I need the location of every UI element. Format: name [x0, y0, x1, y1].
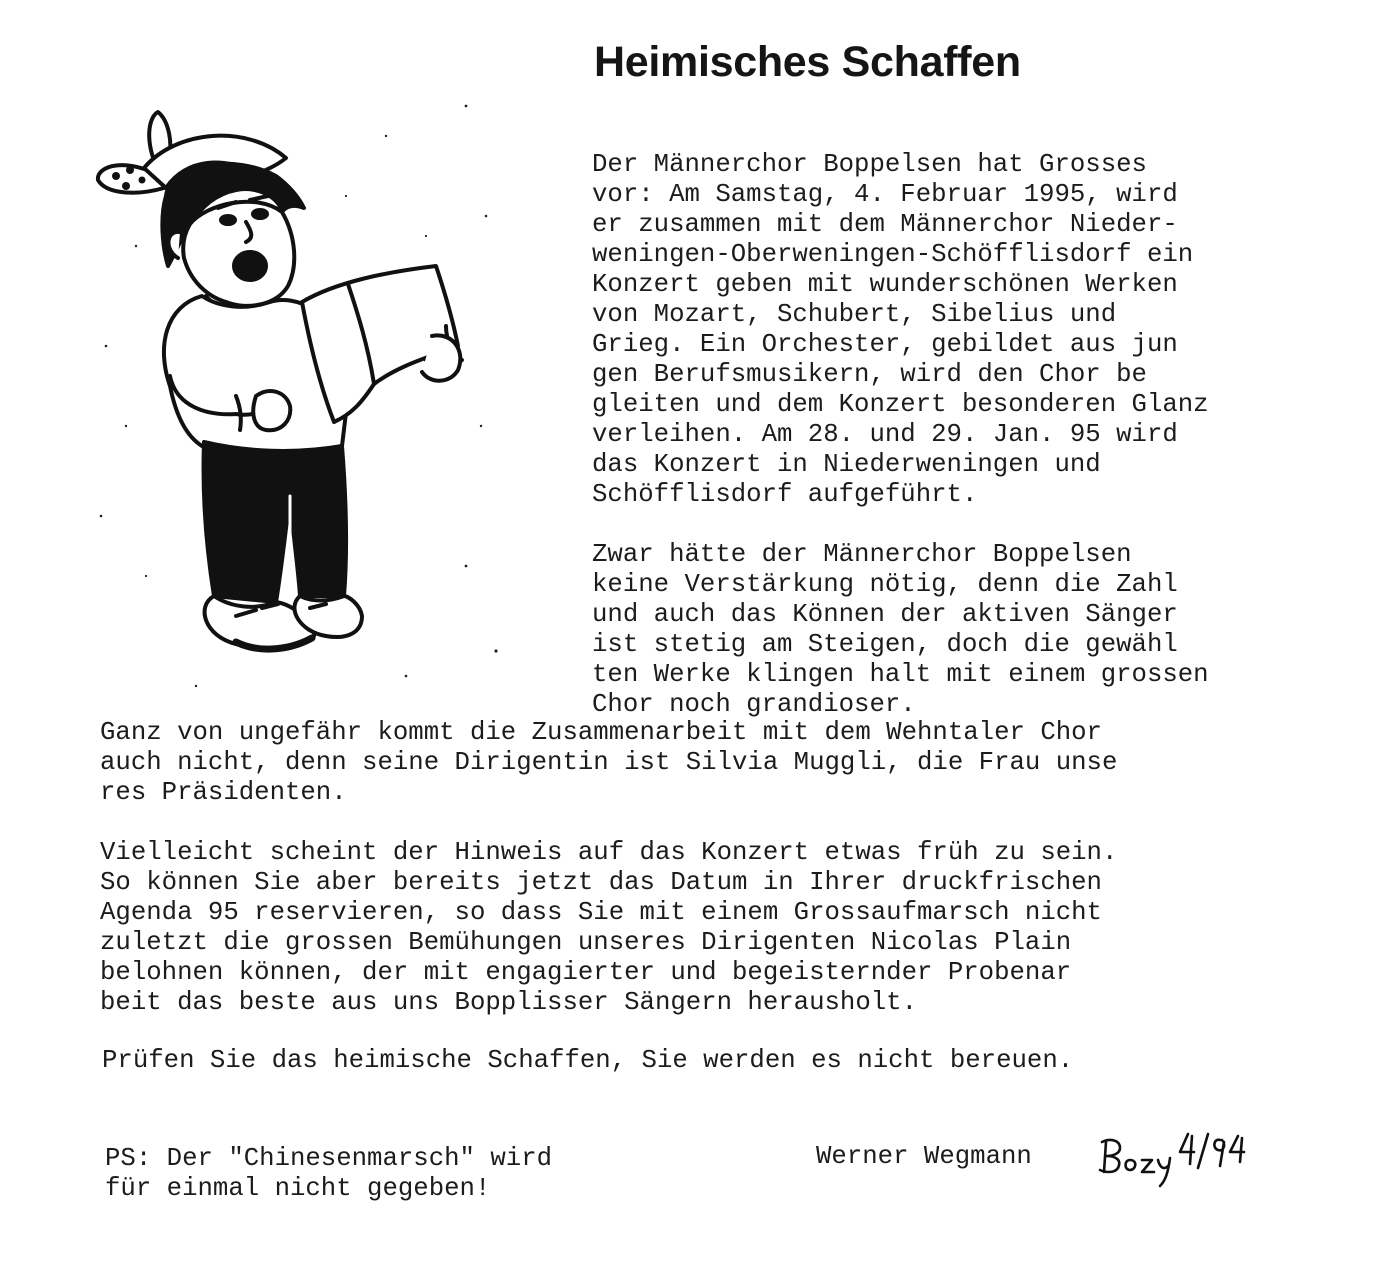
text-line: Konzert geben mit wunderschönen Werken: [592, 270, 1178, 299]
text-line: So können Sie aber bereits jetzt das Datum in Ihrer druckfrischen: [100, 868, 1102, 897]
paragraph-closing: [102, 1046, 1073, 1076]
text-line: er zusammen mit dem Männerchor Nieder-: [592, 210, 1178, 239]
text-line: Ganz von ungefähr kommt die Zusammenarbeit mit dem Wehntaler Chor: [100, 718, 1102, 747]
text-line: Prüfen Sie das heimische Schaffen, Sie werden es nicht bereuen.: [102, 1046, 1074, 1075]
text-line: belohnen können, der mit engagierter und begeisternder Probenar: [100, 958, 1072, 987]
trousers: [203, 442, 346, 602]
text-line: für einmal nicht gegeben!: [105, 1174, 491, 1203]
text-line: Zwar hätte der Männerchor Boppelsen: [592, 540, 1132, 569]
text-line: und auch das Können der aktiven Sänger: [592, 600, 1178, 629]
mouth: [234, 252, 266, 280]
paragraph-choir-strength: [592, 540, 1209, 720]
author-name: Werner Wegmann: [816, 1142, 1032, 1171]
text-line: vor: Am Samstag, 4. Februar 1995, wird: [592, 180, 1178, 209]
postscript: [105, 1144, 552, 1204]
text-line: ten Werke klingen halt mit einem grossen: [592, 660, 1209, 689]
text-line: gen Berufsmusikern, wird den Chor be: [592, 360, 1147, 389]
singing-child-illustration: [86, 96, 506, 696]
text-line: beit das beste aus uns Bopplisser Sängern herausholt.: [100, 988, 917, 1017]
paragraph-collaboration: [100, 718, 1117, 808]
handwritten-note: [1096, 1128, 1246, 1190]
text-line: das Konzert in Niederweningen und: [592, 450, 1101, 479]
text-line: Agenda 95 reservieren, so dass Sie mit einem Grossaufmarsch nicht: [100, 898, 1102, 927]
text-line: auch nicht, denn seine Dirigentin ist Silvia Muggli, die Frau unse: [100, 748, 1118, 777]
text-line: weningen-Oberweningen-Schöfflisdorf ein: [592, 240, 1194, 269]
article-title: Heimisches Schaffen: [594, 38, 1021, 86]
text-line: von Mozart, Schubert, Sibelius und: [592, 300, 1117, 329]
text-line: Vielleicht scheint der Hinweis auf das Konzert etwas früh zu sein.: [100, 838, 1118, 867]
paragraph-save-the-date: [100, 838, 1117, 1018]
text-line: Der Männerchor Boppelsen hat Grosses: [592, 150, 1147, 179]
text-line: verleihen. Am 28. und 29. Jan. 95 wird: [592, 420, 1178, 449]
text-line: PS: Der "Chinesenmarsch" wird: [105, 1144, 553, 1173]
paragraph-concert-announcement: [592, 150, 1209, 510]
text-line: res Präsidenten.: [100, 778, 347, 807]
text-line: Chor noch grandioser.: [592, 690, 916, 719]
text-line: gleiten und dem Konzert besonderen Glanz: [592, 390, 1209, 419]
text-line: keine Verstärkung nötig, denn die Zahl: [592, 570, 1178, 599]
text-line: Grieg. Ein Orchester, gebildet aus jun: [592, 330, 1178, 359]
text-line: zuletzt die grossen Bemühungen unseres Dirigenten Nicolas Plain: [100, 928, 1072, 957]
text-line: Schöfflisdorf aufgeführt.: [592, 480, 978, 509]
text-line: ist stetig am Steigen, doch die gewähl: [592, 630, 1178, 659]
